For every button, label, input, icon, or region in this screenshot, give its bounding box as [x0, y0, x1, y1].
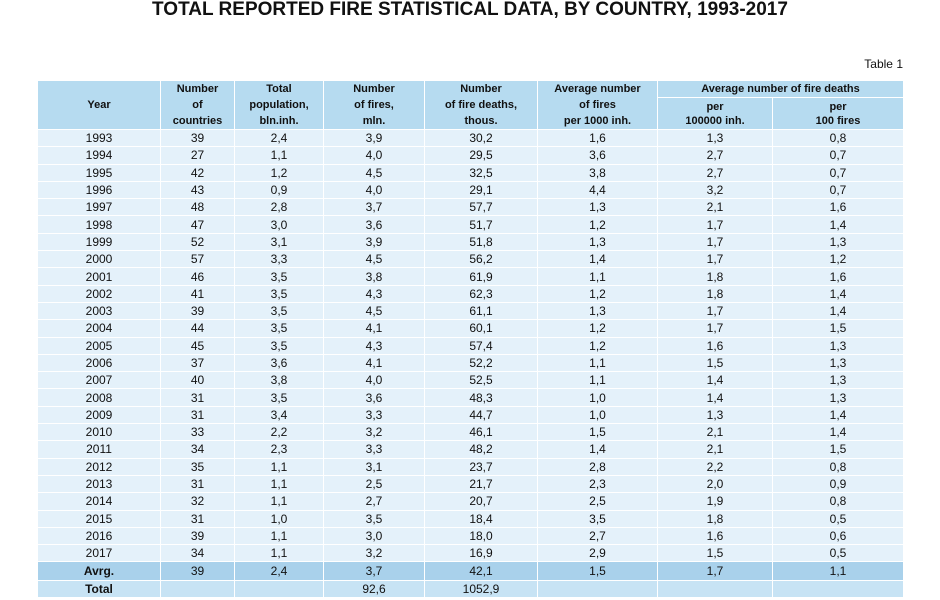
- header-deaths-line: of fire deaths,: [444, 99, 518, 111]
- table-row-2008-population: 3,5: [235, 389, 324, 406]
- header-avg-deaths-group: [658, 81, 904, 98]
- table-row-1998-deaths-per-100000-inh: 1,7: [658, 216, 773, 233]
- table-row-2008: [38, 389, 904, 406]
- table-row-1994-fires: 4,0: [324, 147, 425, 164]
- table-row-2005-deaths-per-100-fires: 1,3: [773, 337, 904, 354]
- table-row-2008-year: 2008: [38, 389, 161, 406]
- table-row-2010-deaths-per-100000-inh: 2,1: [658, 424, 773, 441]
- table-row-1995-fires: 4,5: [324, 164, 425, 181]
- table-row-1999-countries: 52: [161, 233, 235, 250]
- header-deaths-line: thous.: [464, 115, 498, 127]
- header-deaths-line: Number: [460, 83, 502, 95]
- table-row-1997-population: 2,8: [235, 199, 324, 216]
- header-population-line: Total: [266, 83, 292, 95]
- table-row-2003-deaths-per-100000-inh: 1,7: [658, 302, 773, 319]
- table-row-2012-population: 1,1: [235, 458, 324, 475]
- table-row-2010-year: 2010: [38, 424, 161, 441]
- table-row-2011-countries: 34: [161, 441, 235, 458]
- header-population: [235, 81, 324, 130]
- table-row-1997-fires: 3,7: [324, 199, 425, 216]
- table-row-2000-year: 2000: [38, 251, 161, 268]
- table-row-2003-avg-fires-per-1000-inh: 1,3: [538, 302, 658, 319]
- table-row-1997-avg-fires-per-1000-inh: 1,3: [538, 199, 658, 216]
- table-row-1996-year: 1996: [38, 181, 161, 198]
- header-fires-line: of fires,: [354, 99, 394, 111]
- table-row-2000-deaths-per-100000-inh: 1,7: [658, 251, 773, 268]
- table-row-2017-population: 1,1: [235, 545, 324, 562]
- table-row-2016-population: 1,1: [235, 527, 324, 544]
- table-row-1998-deaths-per-100-fires: 1,4: [773, 216, 904, 233]
- table-row-2011: [38, 441, 904, 458]
- table-row-2002: [38, 285, 904, 302]
- table-row-1998: [38, 216, 904, 233]
- table-row-1997-year: 1997: [38, 199, 161, 216]
- page-title: TOTAL REPORTED FIRE STATISTICAL DATA, BY COUNTRY, 1993-2017: [152, 0, 788, 20]
- table-row-2014-deaths: 20,7: [425, 493, 538, 510]
- table-row-2002-deaths-per-100-fires: 1,4: [773, 285, 904, 302]
- table-row-2002-population: 3,5: [235, 285, 324, 302]
- table-row-2013-avg-fires-per-1000-inh: 2,3: [538, 475, 658, 492]
- table-row-2016-countries: 39: [161, 527, 235, 544]
- table-row-2016-deaths-per-100-fires: 0,6: [773, 527, 904, 544]
- table-row-2015-deaths-per-100000-inh: 1,8: [658, 510, 773, 527]
- table-row-1993-year: 1993: [38, 130, 161, 147]
- table-row-2009-avg-fires-per-1000-inh: 1,0: [538, 406, 658, 423]
- table-row-2005-population: 3,5: [235, 337, 324, 354]
- table-row-2001-population: 3,5: [235, 268, 324, 285]
- table-row-1993-deaths-per-100-fires: 0,8: [773, 130, 904, 147]
- table-row-2004-deaths: 60,1: [425, 320, 538, 337]
- header-avg-fires-line: Average number: [554, 83, 641, 95]
- table-row-2015-fires: 3,5: [324, 510, 425, 527]
- table-row-2012-year: 2012: [38, 458, 161, 475]
- table-row-1994-year: 1994: [38, 147, 161, 164]
- table-row-2012-deaths-per-100000-inh: 2,2: [658, 458, 773, 475]
- header-avg-fires-line: of fires: [579, 99, 616, 111]
- table-row-2017-year: 2017: [38, 545, 161, 562]
- table-row-2008-deaths: 48,3: [425, 389, 538, 406]
- table-row-2004: [38, 320, 904, 337]
- table-row-2009-population: 3,4: [235, 406, 324, 423]
- table-row-1998-avg-fires-per-1000-inh: 1,2: [538, 216, 658, 233]
- table-row-2013-year: 2013: [38, 475, 161, 492]
- table-row-2010-countries: 33: [161, 424, 235, 441]
- table-row-1994-deaths: 29,5: [425, 147, 538, 164]
- table-row-2006-deaths-per-100-fires: 1,3: [773, 354, 904, 371]
- table-row-2009-fires: 3,3: [324, 406, 425, 423]
- table-row-2012-countries: 35: [161, 458, 235, 475]
- table-row-2008-fires: 3,6: [324, 389, 425, 406]
- table-row-2007-deaths: 52,5: [425, 372, 538, 389]
- table-row-2013-deaths: 21,7: [425, 475, 538, 492]
- table-row-2007-population: 3,8: [235, 372, 324, 389]
- header-deaths-per-100000-inh: [658, 98, 773, 130]
- table-row-1999-deaths-per-100-fires: 1,3: [773, 233, 904, 250]
- table-row-2017-fires: 3,2: [324, 545, 425, 562]
- table-row-2011-deaths-per-100-fires: 1,5: [773, 441, 904, 458]
- table-row-1996-population: 0,9: [235, 181, 324, 198]
- table-row-2010-fires: 3,2: [324, 424, 425, 441]
- table-row-1995-avg-fires-per-1000-inh: 3,8: [538, 164, 658, 181]
- table-row-2014-countries: 32: [161, 493, 235, 510]
- total-row: [38, 581, 904, 598]
- table-row-2009-countries: 31: [161, 406, 235, 423]
- table-row-1995-year: 1995: [38, 164, 161, 181]
- table-row-2011-fires: 3,3: [324, 441, 425, 458]
- table-row-1994: [38, 147, 904, 164]
- table-row-2015-year: 2015: [38, 510, 161, 527]
- table-row-2004-countries: 44: [161, 320, 235, 337]
- table-row-2011-deaths: 48,2: [425, 441, 538, 458]
- table-row-2016: [38, 527, 904, 544]
- table-row-2003-countries: 39: [161, 302, 235, 319]
- table-row-2007-year: 2007: [38, 372, 161, 389]
- table-row-2016-avg-fires-per-1000-inh: 2,7: [538, 527, 658, 544]
- table-row-2011-year: 2011: [38, 441, 161, 458]
- table-row-2012-deaths-per-100-fires: 0,8: [773, 458, 904, 475]
- table-row-1994-deaths-per-100000-inh: 2,7: [658, 147, 773, 164]
- header-population-line: bln.inh.: [259, 115, 299, 127]
- table-row-2009-year: 2009: [38, 406, 161, 423]
- table-row-2006-population: 3,6: [235, 354, 324, 371]
- table-row-1999-fires: 3,9: [324, 233, 425, 250]
- average-row-year: Avrg.: [38, 562, 161, 581]
- table-row-2005-deaths: 57,4: [425, 337, 538, 354]
- table-row-2003-year: 2003: [38, 302, 161, 319]
- header-countries-line: Number: [176, 83, 219, 95]
- table-row-1993-fires: 3,9: [324, 130, 425, 147]
- table-row-2006-year: 2006: [38, 354, 161, 371]
- table-row-2009-deaths-per-100-fires: 1,4: [773, 406, 904, 423]
- table-row-1999-year: 1999: [38, 233, 161, 250]
- table-row-2017-deaths-per-100-fires: 0,5: [773, 545, 904, 562]
- table-row-1995: [38, 164, 904, 181]
- table-row-1999-deaths: 51,8: [425, 233, 538, 250]
- table-row-2006-countries: 37: [161, 354, 235, 371]
- table-row-1995-population: 1,2: [235, 164, 324, 181]
- table-row-2016-fires: 3,0: [324, 527, 425, 544]
- table-row-1996-fires: 4,0: [324, 181, 425, 198]
- table-row-1995-deaths-per-100000-inh: 2,7: [658, 164, 773, 181]
- table-row-2015-countries: 31: [161, 510, 235, 527]
- header-countries-line: of: [192, 99, 203, 111]
- table-row-2017: [38, 545, 904, 562]
- table-row-2002-fires: 4,3: [324, 285, 425, 302]
- table-row-2001: [38, 268, 904, 285]
- table-row-2014-deaths-per-100-fires: 0,8: [773, 493, 904, 510]
- table-row-2017-deaths: 16,9: [425, 545, 538, 562]
- table-row-2001-avg-fires-per-1000-inh: 1,1: [538, 268, 658, 285]
- table-row-2011-avg-fires-per-1000-inh: 1,4: [538, 441, 658, 458]
- table-row-2014-year: 2014: [38, 493, 161, 510]
- table-row-2010-avg-fires-per-1000-inh: 1,5: [538, 424, 658, 441]
- total-row-fires: 92,6: [324, 581, 425, 598]
- table-row-2013: [38, 475, 904, 492]
- table-row-2008-deaths-per-100000-inh: 1,4: [658, 389, 773, 406]
- table-row-2015: [38, 510, 904, 527]
- table-row-2017-deaths-per-100000-inh: 1,5: [658, 545, 773, 562]
- table-number-label: Table 1: [864, 57, 903, 71]
- table-row-1997-countries: 48: [161, 199, 235, 216]
- total-row-population: [235, 581, 324, 598]
- header-avg-fires: [538, 81, 658, 130]
- table-row-2006-deaths-per-100000-inh: 1,5: [658, 354, 773, 371]
- header-per-100000-line: 100000 inh.: [685, 114, 745, 127]
- table-row-2009: [38, 406, 904, 423]
- header-year-label: Year: [87, 99, 111, 111]
- table-row-2004-deaths-per-100000-inh: 1,7: [658, 320, 773, 337]
- header-fires-line: mln.: [362, 115, 386, 127]
- table-row-2001-deaths: 61,9: [425, 268, 538, 285]
- header-countries: [161, 81, 235, 130]
- average-row-avg-fires-per-1000-inh: 1,5: [538, 562, 658, 581]
- table-row-1996-deaths-per-100000-inh: 3,2: [658, 181, 773, 198]
- table-row-2006: [38, 354, 904, 371]
- table-row-1999: [38, 233, 904, 250]
- header-year: [38, 81, 161, 130]
- table-row-1993-population: 2,4: [235, 130, 324, 147]
- table-row-2012-avg-fires-per-1000-inh: 2,8: [538, 458, 658, 475]
- table-row-2005-countries: 45: [161, 337, 235, 354]
- table-row-2016-year: 2016: [38, 527, 161, 544]
- table-row-2000-countries: 57: [161, 251, 235, 268]
- table-row-2010-population: 2,2: [235, 424, 324, 441]
- table-row-2008-countries: 31: [161, 389, 235, 406]
- average-row-countries: 39: [161, 562, 235, 581]
- table-row-1994-population: 1,1: [235, 147, 324, 164]
- table-row-2014-fires: 2,7: [324, 493, 425, 510]
- table-row-2013-population: 1,1: [235, 475, 324, 492]
- table-row-1994-avg-fires-per-1000-inh: 3,6: [538, 147, 658, 164]
- table-row-2003-population: 3,5: [235, 302, 324, 319]
- table-row-2014-avg-fires-per-1000-inh: 2,5: [538, 493, 658, 510]
- table-row-2001-year: 2001: [38, 268, 161, 285]
- table-row-1996-deaths-per-100-fires: 0,7: [773, 181, 904, 198]
- table-row-2012: [38, 458, 904, 475]
- average-row-deaths: 42,1: [425, 562, 538, 581]
- table-row-2015-population: 1,0: [235, 510, 324, 527]
- table-row-2000: [38, 251, 904, 268]
- table-row-2013-deaths-per-100000-inh: 2,0: [658, 475, 773, 492]
- table-row-2014-population: 1,1: [235, 493, 324, 510]
- table-row-2000-deaths: 56,2: [425, 251, 538, 268]
- table-row-2007-fires: 4,0: [324, 372, 425, 389]
- total-row-deaths-per-100000-inh: [658, 581, 773, 598]
- table-row-1995-deaths: 32,5: [425, 164, 538, 181]
- average-row-fires: 3,7: [324, 562, 425, 581]
- header-fires-line: Number: [353, 83, 395, 95]
- table-row-1993-deaths-per-100000-inh: 1,3: [658, 130, 773, 147]
- header-per-100000-line: per: [706, 100, 724, 113]
- total-row-deaths-per-100-fires: [773, 581, 904, 598]
- header-deaths-per-100-fires: [773, 98, 904, 130]
- table-row-1993-countries: 39: [161, 130, 235, 147]
- table-row-2004-deaths-per-100-fires: 1,5: [773, 320, 904, 337]
- table-row-2000-avg-fires-per-1000-inh: 1,4: [538, 251, 658, 268]
- table-row-2017-countries: 34: [161, 545, 235, 562]
- table-row-2005: [38, 337, 904, 354]
- table-row-2008-deaths-per-100-fires: 1,3: [773, 389, 904, 406]
- table-row-2000-population: 3,3: [235, 251, 324, 268]
- table-row-1999-avg-fires-per-1000-inh: 1,3: [538, 233, 658, 250]
- table-row-1993-avg-fires-per-1000-inh: 1,6: [538, 130, 658, 147]
- table-row-1997-deaths-per-100-fires: 1,6: [773, 199, 904, 216]
- table-row-2003-deaths-per-100-fires: 1,4: [773, 302, 904, 319]
- table-row-2007-countries: 40: [161, 372, 235, 389]
- header-per-100-fires-line: 100 fires: [815, 114, 861, 127]
- table-row-2002-deaths-per-100000-inh: 1,8: [658, 285, 773, 302]
- table-row-2014: [38, 493, 904, 510]
- table-row-2003-deaths: 61,1: [425, 302, 538, 319]
- table-row-2010: [38, 424, 904, 441]
- table-body: [38, 130, 904, 562]
- table-row-1993: [38, 130, 904, 147]
- header-row-top: [38, 81, 904, 98]
- header-avg-deaths-group-label: Average number of fire deaths: [701, 83, 860, 95]
- table-row-1997: [38, 199, 904, 216]
- total-row-avg-fires-per-1000-inh: [538, 581, 658, 598]
- table-row-2007-deaths-per-100000-inh: 1,4: [658, 372, 773, 389]
- table-row-1998-year: 1998: [38, 216, 161, 233]
- table-row-1998-population: 3,0: [235, 216, 324, 233]
- table-row-2001-deaths-per-100-fires: 1,6: [773, 268, 904, 285]
- table-row-2010-deaths-per-100-fires: 1,4: [773, 424, 904, 441]
- header-population-line: population,: [249, 99, 309, 111]
- table-row-2012-fires: 3,1: [324, 458, 425, 475]
- table-row-2016-deaths: 18,0: [425, 527, 538, 544]
- header-deaths: [425, 81, 538, 130]
- table-row-2013-countries: 31: [161, 475, 235, 492]
- table-row-2005-avg-fires-per-1000-inh: 1,2: [538, 337, 658, 354]
- header-countries-line: countries: [172, 115, 223, 127]
- table-row-2007: [38, 372, 904, 389]
- average-row-deaths-per-100000-inh: 1,7: [658, 562, 773, 581]
- table-row-1993-deaths: 30,2: [425, 130, 538, 147]
- table-row-2006-fires: 4,1: [324, 354, 425, 371]
- table-row-2006-avg-fires-per-1000-inh: 1,1: [538, 354, 658, 371]
- table-row-2007-avg-fires-per-1000-inh: 1,1: [538, 372, 658, 389]
- table-row-2014-deaths-per-100000-inh: 1,9: [658, 493, 773, 510]
- table-row-2002-countries: 41: [161, 285, 235, 302]
- table-row-2016-deaths-per-100000-inh: 1,6: [658, 527, 773, 544]
- header-avg-fires-line: per 1000 inh.: [563, 115, 632, 127]
- table-row-2000-fires: 4,5: [324, 251, 425, 268]
- table-row-2006-deaths: 52,2: [425, 354, 538, 371]
- table-row-2004-year: 2004: [38, 320, 161, 337]
- table-row-1999-deaths-per-100000-inh: 1,7: [658, 233, 773, 250]
- table-row-2015-deaths-per-100-fires: 0,5: [773, 510, 904, 527]
- table-row-1996-avg-fires-per-1000-inh: 4,4: [538, 181, 658, 198]
- table-row-2013-fires: 2,5: [324, 475, 425, 492]
- total-row-year: Total: [38, 581, 161, 598]
- table-row-2005-deaths-per-100000-inh: 1,6: [658, 337, 773, 354]
- table-row-1998-fires: 3,6: [324, 216, 425, 233]
- table-row-2009-deaths-per-100000-inh: 1,3: [658, 406, 773, 423]
- table-row-1995-countries: 42: [161, 164, 235, 181]
- table-row-2009-deaths: 44,7: [425, 406, 538, 423]
- average-row-deaths-per-100-fires: 1,1: [773, 562, 904, 581]
- table-row-1997-deaths: 57,7: [425, 199, 538, 216]
- table-row-1998-deaths: 51,7: [425, 216, 538, 233]
- table-row-2001-deaths-per-100000-inh: 1,8: [658, 268, 773, 285]
- table-row-1994-deaths-per-100-fires: 0,7: [773, 147, 904, 164]
- table-row-2008-avg-fires-per-1000-inh: 1,0: [538, 389, 658, 406]
- table-row-2011-deaths-per-100000-inh: 2,1: [658, 441, 773, 458]
- header-fires: [324, 81, 425, 130]
- header-per-100-fires-line: per: [829, 100, 847, 113]
- table-summary: [38, 562, 904, 598]
- table-row-2010-deaths: 46,1: [425, 424, 538, 441]
- table-row-1995-deaths-per-100-fires: 0,7: [773, 164, 904, 181]
- average-row: [38, 562, 904, 581]
- table-row-1996: [38, 181, 904, 198]
- table-row-1999-population: 3,1: [235, 233, 324, 250]
- table-row-1996-deaths: 29,1: [425, 181, 538, 198]
- table-row-2003: [38, 302, 904, 319]
- table-row-2015-deaths: 18,4: [425, 510, 538, 527]
- table-row-2002-deaths: 62,3: [425, 285, 538, 302]
- average-row-population: 2,4: [235, 562, 324, 581]
- table-row-2004-population: 3,5: [235, 320, 324, 337]
- table-row-1996-countries: 43: [161, 181, 235, 198]
- table-row-2005-year: 2005: [38, 337, 161, 354]
- table-row-2001-countries: 46: [161, 268, 235, 285]
- table-row-2013-deaths-per-100-fires: 0,9: [773, 475, 904, 492]
- table-row-2011-population: 2,3: [235, 441, 324, 458]
- table-row-2005-fires: 4,3: [324, 337, 425, 354]
- table-row-2007-deaths-per-100-fires: 1,3: [773, 372, 904, 389]
- table-row-1998-countries: 47: [161, 216, 235, 233]
- table-row-2015-avg-fires-per-1000-inh: 3,5: [538, 510, 658, 527]
- table-row-2002-year: 2002: [38, 285, 161, 302]
- table-row-2012-deaths: 23,7: [425, 458, 538, 475]
- table-row-2000-deaths-per-100-fires: 1,2: [773, 251, 904, 268]
- table-row-2004-fires: 4,1: [324, 320, 425, 337]
- table-row-1997-deaths-per-100000-inh: 2,1: [658, 199, 773, 216]
- table-row-1994-countries: 27: [161, 147, 235, 164]
- total-row-deaths: 1052,9: [425, 581, 538, 598]
- fire-statistics-table: [37, 80, 904, 598]
- table-row-2017-avg-fires-per-1000-inh: 2,9: [538, 545, 658, 562]
- table-row-2004-avg-fires-per-1000-inh: 1,2: [538, 320, 658, 337]
- table-row-2002-avg-fires-per-1000-inh: 1,2: [538, 285, 658, 302]
- table-row-2003-fires: 4,5: [324, 302, 425, 319]
- table-row-2001-fires: 3,8: [324, 268, 425, 285]
- total-row-countries: [161, 581, 235, 598]
